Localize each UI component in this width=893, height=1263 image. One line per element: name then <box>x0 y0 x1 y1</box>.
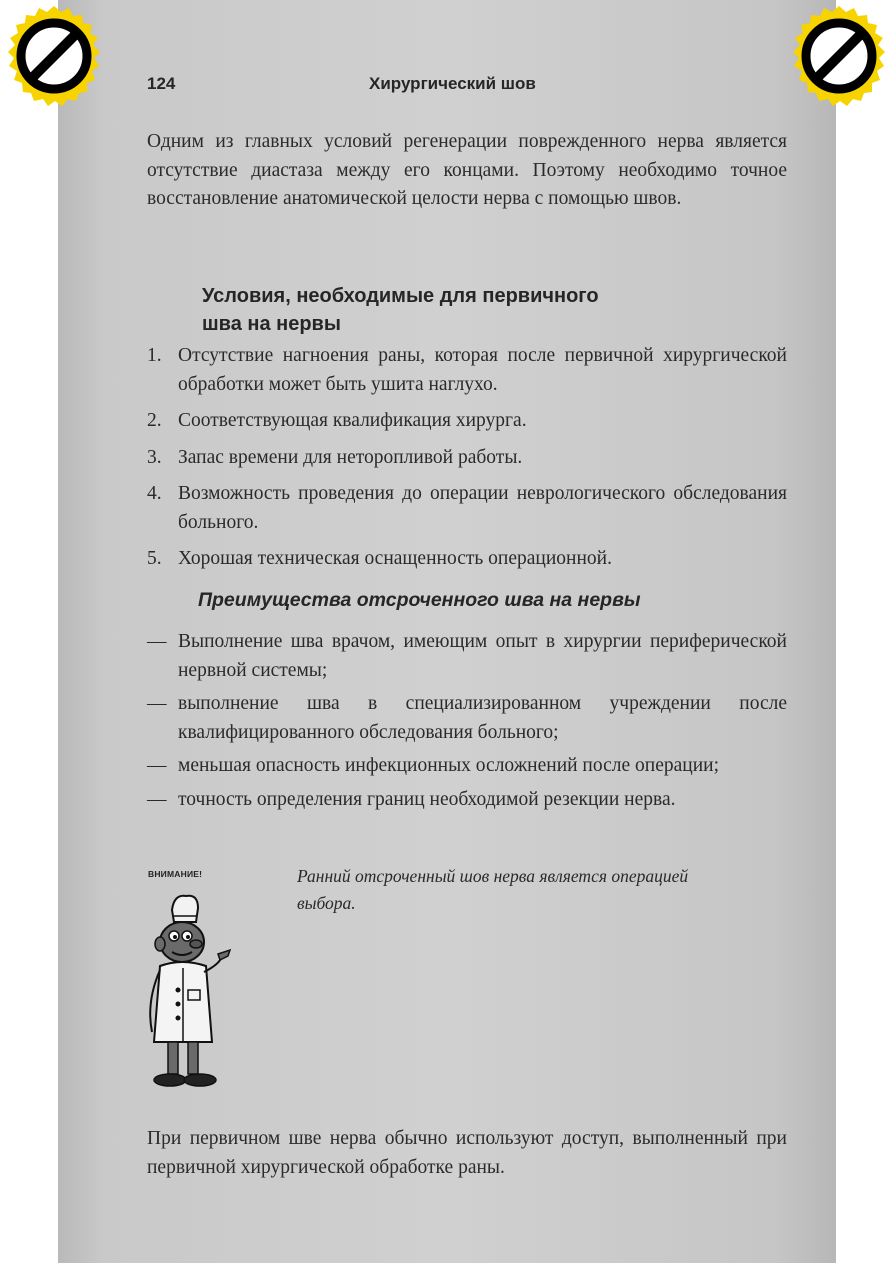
list-item <box>147 342 787 399</box>
item-text: точность определения границ необходимой резекции нерва. <box>178 788 676 810</box>
advantages-list <box>147 628 787 819</box>
section-title-line: шва на нервы <box>202 313 341 335</box>
item-text: Отсутствие нагноения раны, которая после первичной хирургической обработки может быть ушита наглухо. <box>178 345 787 395</box>
section-title-conditions <box>202 282 722 338</box>
item-text: Запас времени для неторопливой работы. <box>178 446 523 468</box>
prohibited-sign-icon <box>787 4 891 108</box>
item-text: Хорошая техническая оснащенность операционной. <box>178 548 612 569</box>
intro-paragraph: Одним из главных условий регенерации поврежденного нерва является отсутствие диастаза между его концами. Поэтому необходимо точное восстановление анатомической целости нерва с помощью швов. <box>147 131 787 209</box>
item-number: 2. <box>147 410 162 431</box>
item-number: 5. <box>147 548 162 569</box>
doctor-illustration <box>134 892 244 1092</box>
item-dash: — <box>147 693 167 714</box>
list-item <box>147 752 787 781</box>
section-title-advantages: Преимущества отсроченного шва на нервы <box>198 589 641 611</box>
prohibited-sign-icon <box>2 4 106 108</box>
item-text: Выполнение шва врачом, имеющим опыт в хирургии периферической нервной системы; <box>178 631 787 681</box>
conditions-list <box>147 342 787 582</box>
item-text: Соответствующая квалификация хирурга. <box>178 410 527 431</box>
page-header <box>147 74 777 98</box>
list-item <box>147 690 787 747</box>
list-item <box>147 786 787 815</box>
item-text: меньшая опасность инфекционных осложнений после операции; <box>178 755 719 776</box>
item-text: Возможность проведения до операции неврологического обследования больного. <box>178 483 787 533</box>
item-number: 4. <box>147 483 162 504</box>
item-text: выполнение шва в специализированном учреждении после квалифицированного обследования больного; <box>178 693 787 743</box>
attention-label: ВНИМАНИЕ! <box>148 869 203 879</box>
item-number: 3. <box>147 446 162 468</box>
running-title: Хирургический шов <box>369 74 536 93</box>
final-paragraph: При первичном шве нерва обычно используют доступ, выполненный при первичной хирургической обработке раны. <box>147 1128 787 1178</box>
list-item <box>147 407 787 436</box>
list-item <box>147 480 787 537</box>
list-item <box>147 628 787 685</box>
page-number: 124 <box>147 74 176 93</box>
item-dash: — <box>147 788 167 810</box>
item-dash: — <box>147 755 167 776</box>
list-item <box>147 444 787 473</box>
section-title-line: Условия, необходимые для первичного <box>202 285 599 307</box>
attention-text: Ранний отсроченный шов нерва является операцией выбора. <box>297 866 689 913</box>
item-dash: — <box>147 631 167 652</box>
list-item <box>147 545 787 574</box>
item-number: 1. <box>147 345 162 366</box>
